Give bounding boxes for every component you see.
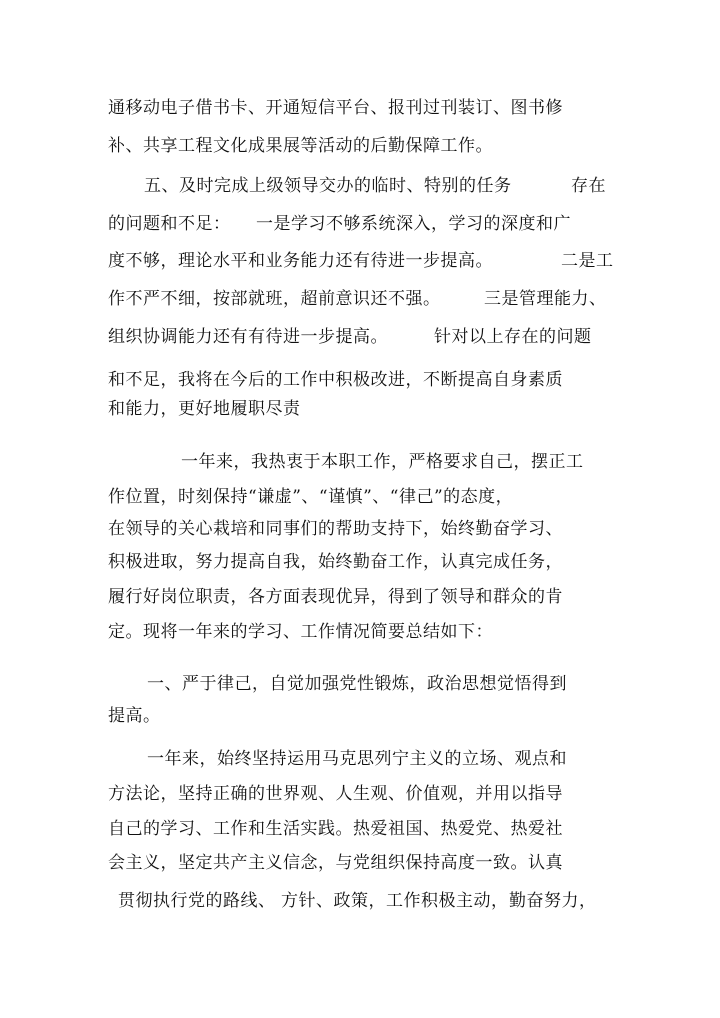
text-line: 和能力，更好地履职尽责 bbox=[108, 399, 301, 419]
text-line: 提高。 bbox=[108, 706, 161, 726]
text-line: 一是学习不够系统深入，学习的深度和广 bbox=[256, 214, 571, 234]
text-line: 会主义，坚定共产主义信念，与党组织保持高度一致。认真 bbox=[108, 853, 563, 873]
text-line: 针对以上存在的问题 bbox=[434, 327, 592, 347]
text-line: 履行好岗位职责，各方面表现优异，得到了领导和群众的肯 bbox=[108, 587, 563, 607]
text-line: 三是管理能力、 bbox=[484, 289, 607, 309]
text-line: 组织协调能力还有有待进一步提高。 bbox=[108, 327, 388, 347]
text-line: 一年来，始终坚持运用马克思列宁主义的立场、观点和 bbox=[147, 749, 567, 769]
text-line: 的问题和不足： bbox=[108, 214, 231, 234]
text-line: 补、共享工程文化成果展等活动的后勤保障工作。 bbox=[108, 136, 493, 156]
text-line: 通移动电子借书卡、开通短信平台、报刊过刊装订、图书修 bbox=[108, 98, 563, 118]
text-line: 定。现将一年来的学习、工作情况简要总结如下： bbox=[108, 622, 493, 642]
text-line: 存在 bbox=[571, 176, 606, 196]
text-line: 勤奋努力， bbox=[509, 891, 597, 911]
text-line: 和不足，我将在今后的工作中积极改进，不断提高自身素质 bbox=[108, 370, 563, 390]
text-line: 在领导的关心栽培和同事们的帮助支持下，始终勤奋学习、 bbox=[108, 519, 563, 539]
text-line: 方法论，坚持正确的世界观、人生观、价值观，并用以指导 bbox=[108, 784, 563, 804]
text-line: 二是工 bbox=[561, 251, 614, 271]
text-line: 度不够，理论水平和业务能力还有待进一步提高。 bbox=[108, 251, 493, 271]
text-line: 贯彻执行党的路线、 bbox=[118, 891, 276, 911]
text-line: 作位置，时刻保持“谦虚”、“谨慎”、“律己”的态度， bbox=[108, 487, 514, 507]
text-line: 自己的学习、工作和生活实践。热爱祖国、热爱党、热爱社 bbox=[108, 819, 563, 839]
text-line: 一、严于律己，自觉加强党性锻炼，政治思想觉悟得到 bbox=[147, 674, 567, 694]
text-line: 五、及时完成上级领导交办的临时、特别的任务 bbox=[144, 176, 512, 196]
text-line: 积极进取，努力提高自我，始终勤奋工作，认真完成任务， bbox=[108, 552, 563, 572]
text-line: 一年来，我热衷于本职工作，严格要求自己，摆正工 bbox=[181, 452, 584, 472]
text-line: 作不严不细，按部就班，超前意识还不强。 bbox=[108, 289, 441, 309]
text-line: 方针、政策，工作积极主动， bbox=[281, 891, 509, 911]
